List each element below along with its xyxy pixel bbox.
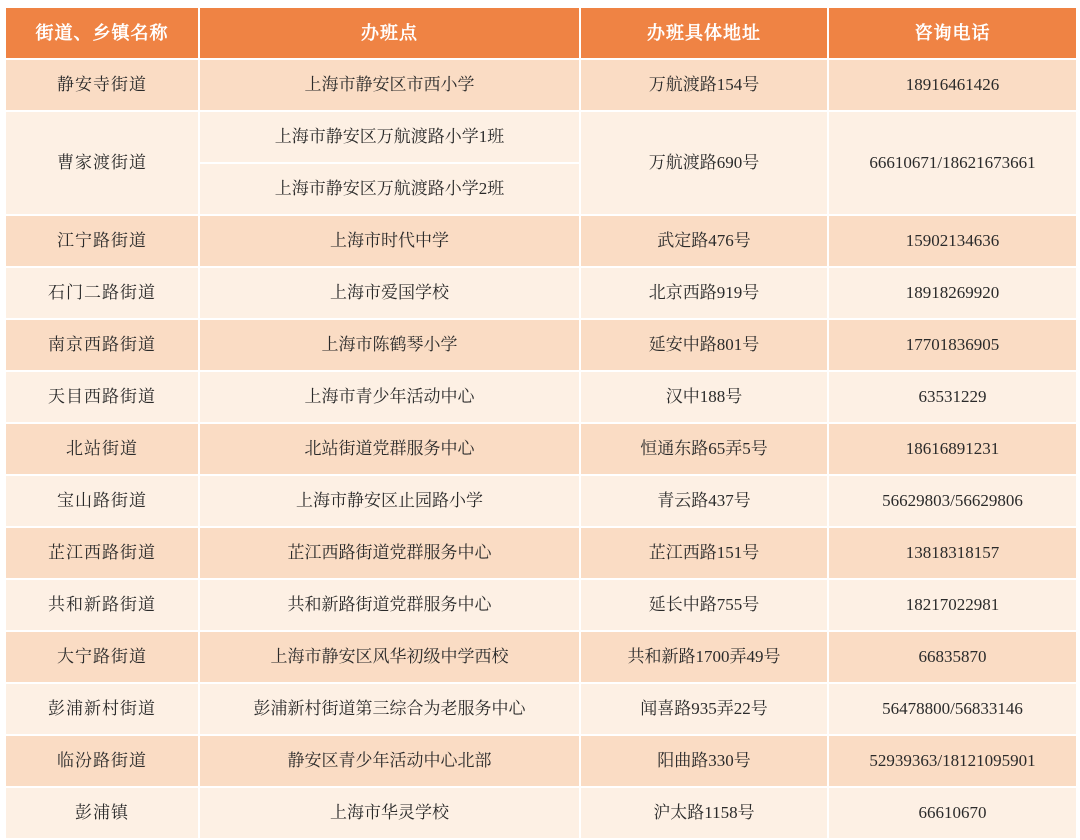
table-row <box>5 787 1077 839</box>
table-row <box>5 735 1077 787</box>
cell-phone: 18616891231 <box>828 423 1077 475</box>
cell-site: 上海市青少年活动中心 <box>199 371 580 423</box>
table-row <box>5 319 1077 371</box>
cell-phone: 52939363/18121095901 <box>828 735 1077 787</box>
cell-address: 芷江西路151号 <box>580 527 828 579</box>
cell-street-name: 彭浦新村街道 <box>5 683 199 735</box>
cell-address: 万航渡路154号 <box>580 59 828 111</box>
cell-site: 上海市静安区市西小学 <box>199 59 580 111</box>
cell-phone: 63531229 <box>828 371 1077 423</box>
cell-site: 上海市静安区风华初级中学西校 <box>199 631 580 683</box>
cell-street-name: 曹家渡街道 <box>5 111 199 215</box>
cell-site: 上海市时代中学 <box>199 215 580 267</box>
cell-site: 上海市爱国学校 <box>199 267 580 319</box>
column-header-address: 办班具体地址 <box>580 7 828 59</box>
cell-address: 共和新路1700弄49号 <box>580 631 828 683</box>
cell-street-name: 大宁路街道 <box>5 631 199 683</box>
cell-site: 北站街道党群服务中心 <box>199 423 580 475</box>
cell-address: 万航渡路690号 <box>580 111 828 215</box>
cell-address: 武定路476号 <box>580 215 828 267</box>
cell-address: 北京西路919号 <box>580 267 828 319</box>
cell-street-name: 南京西路街道 <box>5 319 199 371</box>
table-header <box>5 7 1077 59</box>
cell-phone: 18918269920 <box>828 267 1077 319</box>
cell-phone: 15902134636 <box>828 215 1077 267</box>
cell-address: 青云路437号 <box>580 475 828 527</box>
cell-street-name: 天目西路街道 <box>5 371 199 423</box>
cell-site: 上海市静安区万航渡路小学1班 <box>199 111 580 163</box>
cell-phone: 66835870 <box>828 631 1077 683</box>
table-body <box>5 59 1077 839</box>
cell-address: 恒通东路65弄5号 <box>580 423 828 475</box>
cell-street-name: 北站街道 <box>5 423 199 475</box>
column-header-phone: 咨询电话 <box>828 7 1077 59</box>
cell-street-name: 石门二路街道 <box>5 267 199 319</box>
cell-street-name: 共和新路街道 <box>5 579 199 631</box>
cell-phone: 18916461426 <box>828 59 1077 111</box>
cell-site: 上海市静安区止园路小学 <box>199 475 580 527</box>
cell-site: 芷江西路街道党群服务中心 <box>199 527 580 579</box>
column-header-site: 办班点 <box>199 7 580 59</box>
column-header-street: 街道、乡镇名称 <box>5 7 199 59</box>
cell-phone: 17701836905 <box>828 319 1077 371</box>
cell-site: 上海市陈鹤琴小学 <box>199 319 580 371</box>
header-row <box>5 7 1077 59</box>
cell-street-name: 江宁路街道 <box>5 215 199 267</box>
cell-address: 延长中路755号 <box>580 579 828 631</box>
community-class-sites-table <box>4 6 1078 840</box>
cell-phone: 13818318157 <box>828 527 1077 579</box>
table-row <box>5 527 1077 579</box>
table-row <box>5 371 1077 423</box>
cell-address: 延安中路801号 <box>580 319 828 371</box>
cell-phone: 66610670 <box>828 787 1077 839</box>
cell-site: 共和新路街道党群服务中心 <box>199 579 580 631</box>
cell-site: 彭浦新村街道第三综合为老服务中心 <box>199 683 580 735</box>
cell-phone: 56478800/56833146 <box>828 683 1077 735</box>
cell-street-name: 芷江西路街道 <box>5 527 199 579</box>
cell-phone: 18217022981 <box>828 579 1077 631</box>
table-row <box>5 683 1077 735</box>
cell-street-name: 静安寺街道 <box>5 59 199 111</box>
cell-street-name: 临汾路街道 <box>5 735 199 787</box>
cell-address: 闻喜路935弄22号 <box>580 683 828 735</box>
table-row <box>5 579 1077 631</box>
cell-address: 汉中188号 <box>580 371 828 423</box>
table-row <box>5 423 1077 475</box>
cell-site: 静安区青少年活动中心北部 <box>199 735 580 787</box>
cell-site: 上海市华灵学校 <box>199 787 580 839</box>
cell-street-name: 宝山路街道 <box>5 475 199 527</box>
cell-phone: 66610671/18621673661 <box>828 111 1077 215</box>
table-row <box>5 475 1077 527</box>
cell-phone: 56629803/56629806 <box>828 475 1077 527</box>
table-row <box>5 631 1077 683</box>
cell-site: 上海市静安区万航渡路小学2班 <box>199 163 580 215</box>
table-row <box>5 59 1077 111</box>
cell-address: 阳曲路330号 <box>580 735 828 787</box>
cell-street-name: 彭浦镇 <box>5 787 199 839</box>
table-row <box>5 267 1077 319</box>
table-row <box>5 111 1077 163</box>
cell-address: 沪太路1158号 <box>580 787 828 839</box>
table-row <box>5 215 1077 267</box>
